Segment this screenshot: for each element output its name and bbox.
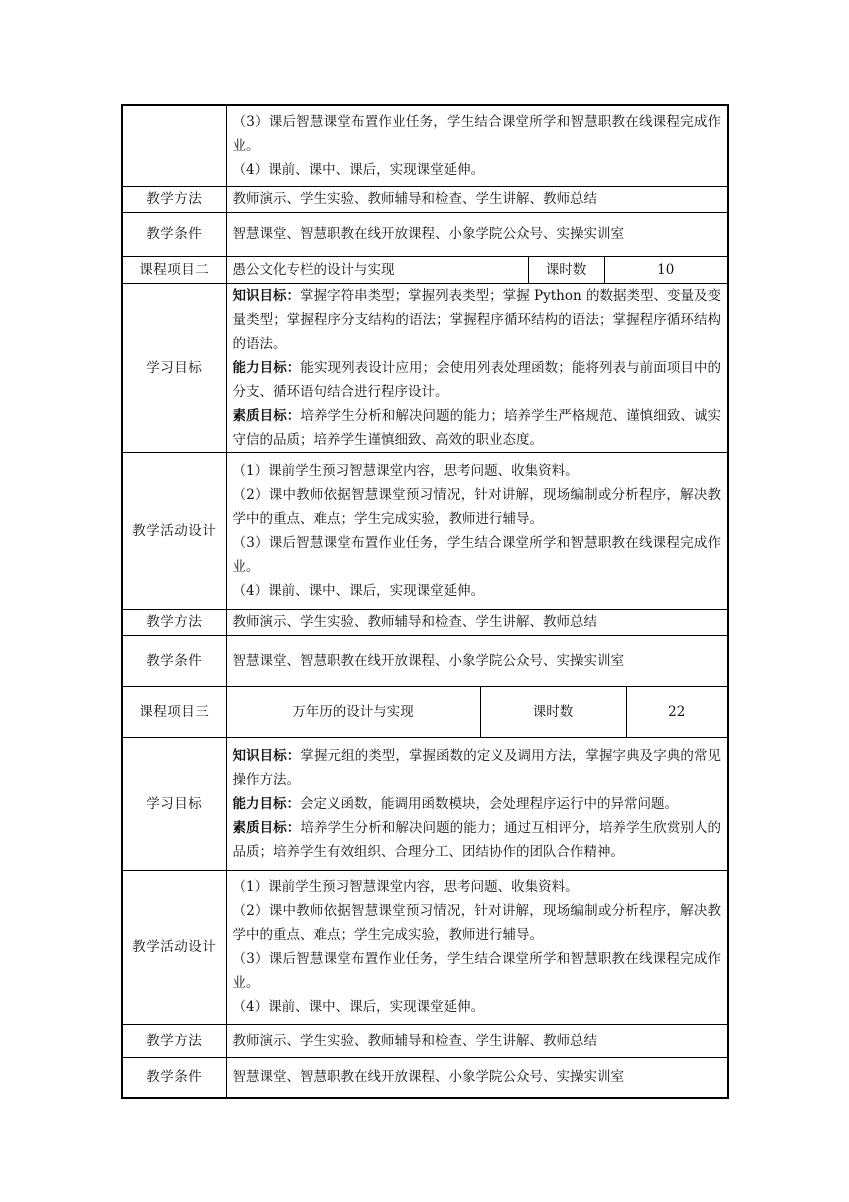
project2-condition-label: 教学条件 — [122, 635, 226, 686]
project2-activity-cell — [226, 452, 728, 609]
project2-goals-label: 学习目标 — [122, 283, 226, 452]
project2-activity-label: 教学活动设计 — [122, 452, 226, 609]
project2-ability-label: 能力目标： — [232, 359, 301, 376]
project2-ability-goal — [233, 356, 722, 404]
project3-name: 万年历的设计与实现 — [226, 686, 480, 737]
project2-activity-1: （1）课前学生预习智慧课堂内容，思考问题、收集资料。 — [232, 462, 579, 479]
top-condition-value: 智慧课堂、智慧职教在线开放课程、小象学院公众号、实操实训室 — [226, 212, 728, 256]
syllabus-table — [121, 104, 729, 1099]
project2-method-row — [122, 609, 728, 635]
project3-header-row — [122, 686, 728, 737]
project2-method-label: 教学方法 — [122, 609, 226, 635]
project2-ability-text: 能实现列表设计应用；会使用列表处理函数；能将列表与前面项目中的分支、循环语句结合进行程序设计。 — [232, 359, 722, 400]
project3-hours-value: 22 — [626, 686, 728, 737]
project2-goals-cell — [226, 283, 728, 452]
project3-knowledge-label: 知识目标： — [232, 747, 301, 764]
project2-knowledge-goal — [233, 284, 722, 356]
project2-goals-row — [122, 283, 728, 452]
top-condition-label: 教学条件 — [122, 212, 226, 256]
project3-activity-cell — [226, 870, 728, 1024]
project3-ability-text: 会定义函数，能调用函数模块，会处理程序运行中的异常问题。 — [300, 795, 678, 812]
top-method-value: 教师演示、学生实验、教师辅导和检查、学生讲解、教师总结 — [226, 186, 728, 212]
project3-knowledge-text: 掌握元组的类型，掌握函数的定义及调用方法，掌握字典及字典的常见操作方法。 — [232, 747, 722, 788]
project2-knowledge-text: 掌握字符串类型；掌握列表类型；掌握 Python 的数据类型、变量及变量类型；掌握程序分支结构的语法；掌握程序循环结构的语法；掌握程序循环结构的语法。 — [232, 287, 722, 352]
project3-activity-3: （3）课后智慧课堂布置作业任务，学生结合课堂所学和智慧职教在线课程完成作业。 — [232, 951, 722, 991]
top-activity-3: （3）课后智慧课堂布置作业任务，学生结合课堂所学和智慧职教在线课程完成作业。 — [232, 113, 722, 154]
top-activity-label-cell — [122, 105, 226, 186]
project2-activity-row — [122, 452, 728, 609]
project3-hours-label: 课时数 — [480, 686, 626, 737]
project3-goals-label: 学习目标 — [122, 737, 226, 870]
project2-quality-goal — [233, 404, 722, 452]
project2-label: 课程项目二 — [122, 256, 226, 283]
project3-activity-row — [122, 870, 728, 1024]
project3-activity-1: （1）课前学生预习智慧课堂内容，思考问题、收集资料。 — [232, 879, 579, 895]
project2-header-row — [122, 256, 728, 283]
top-method-row — [122, 186, 728, 212]
project2-method-value: 教师演示、学生实验、教师辅导和检查、学生讲解、教师总结 — [226, 609, 728, 635]
project3-activity-4: （4）课前、课中、课后，实现课堂延伸。 — [232, 999, 485, 1015]
project2-hours-value: 10 — [604, 256, 728, 283]
project3-knowledge-goal — [233, 744, 722, 792]
project2-hours-label: 课时数 — [528, 256, 604, 283]
project2-condition-row — [122, 635, 728, 686]
project3-method-value: 教师演示、学生实验、教师辅导和检查、学生讲解、教师总结 — [226, 1024, 728, 1057]
project3-method-row — [122, 1024, 728, 1057]
project3-ability-label: 能力目标： — [232, 795, 300, 812]
project3-quality-label: 素质目标： — [232, 819, 301, 836]
project2-knowledge-label: 知识目标： — [232, 287, 301, 304]
project3-goals-row — [122, 737, 728, 870]
top-activity-row — [122, 105, 728, 186]
top-activity-4: （4）课前、课中、课后，实现课堂延伸。 — [232, 161, 485, 178]
top-activity-cell — [226, 105, 728, 186]
project3-activity-2: （2）课中教师依据智慧课堂预习情况，针对讲解，现场编制或分析程序，解决教学中的重点、难点；学生完成实验，教师进行辅导。 — [232, 903, 722, 943]
project3-method-label: 教学方法 — [122, 1024, 226, 1057]
project3-activity-label: 教学活动设计 — [122, 870, 226, 1024]
project2-name: 愚公文化专栏的设计与实现 — [226, 256, 528, 283]
project3-condition-row — [122, 1057, 728, 1098]
project2-activity-4: （4）课前、课中、课后，实现课堂延伸。 — [232, 582, 485, 599]
project3-quality-text: 培养学生分析和解决问题的能力；通过互相评分，培养学生欣赏别人的品质；培养学生有效组织、合理分工、团结协作的团队合作精神。 — [232, 819, 722, 860]
project3-quality-goal — [233, 816, 722, 864]
project3-ability-goal — [233, 792, 722, 816]
project3-goals-cell — [226, 737, 728, 870]
project2-activity-3: （3）课后智慧课堂布置作业任务，学生结合课堂所学和智慧职教在线课程完成作业。 — [232, 534, 722, 575]
top-method-label: 教学方法 — [122, 186, 226, 212]
project3-condition-label: 教学条件 — [122, 1057, 226, 1098]
project3-condition-value: 智慧课堂、智慧职教在线开放课程、小象学院公众号、实操实训室 — [226, 1057, 728, 1098]
project2-quality-text: 培养学生分析和解决问题的能力；培养学生严格规范、谨慎细致、诚实守信的品质；培养学生谨慎细致、高效的职业态度。 — [232, 407, 722, 448]
project2-condition-value: 智慧课堂、智慧职教在线开放课程、小象学院公众号、实操实训室 — [226, 635, 728, 686]
project2-quality-label: 素质目标： — [232, 407, 301, 424]
top-condition-row — [122, 212, 728, 256]
project3-label: 课程项目三 — [122, 686, 226, 737]
project2-activity-2: （2）课中教师依据智慧课堂预习情况，针对讲解，现场编制或分析程序，解决教学中的重点、难点；学生完成实验，教师进行辅导。 — [232, 486, 722, 527]
